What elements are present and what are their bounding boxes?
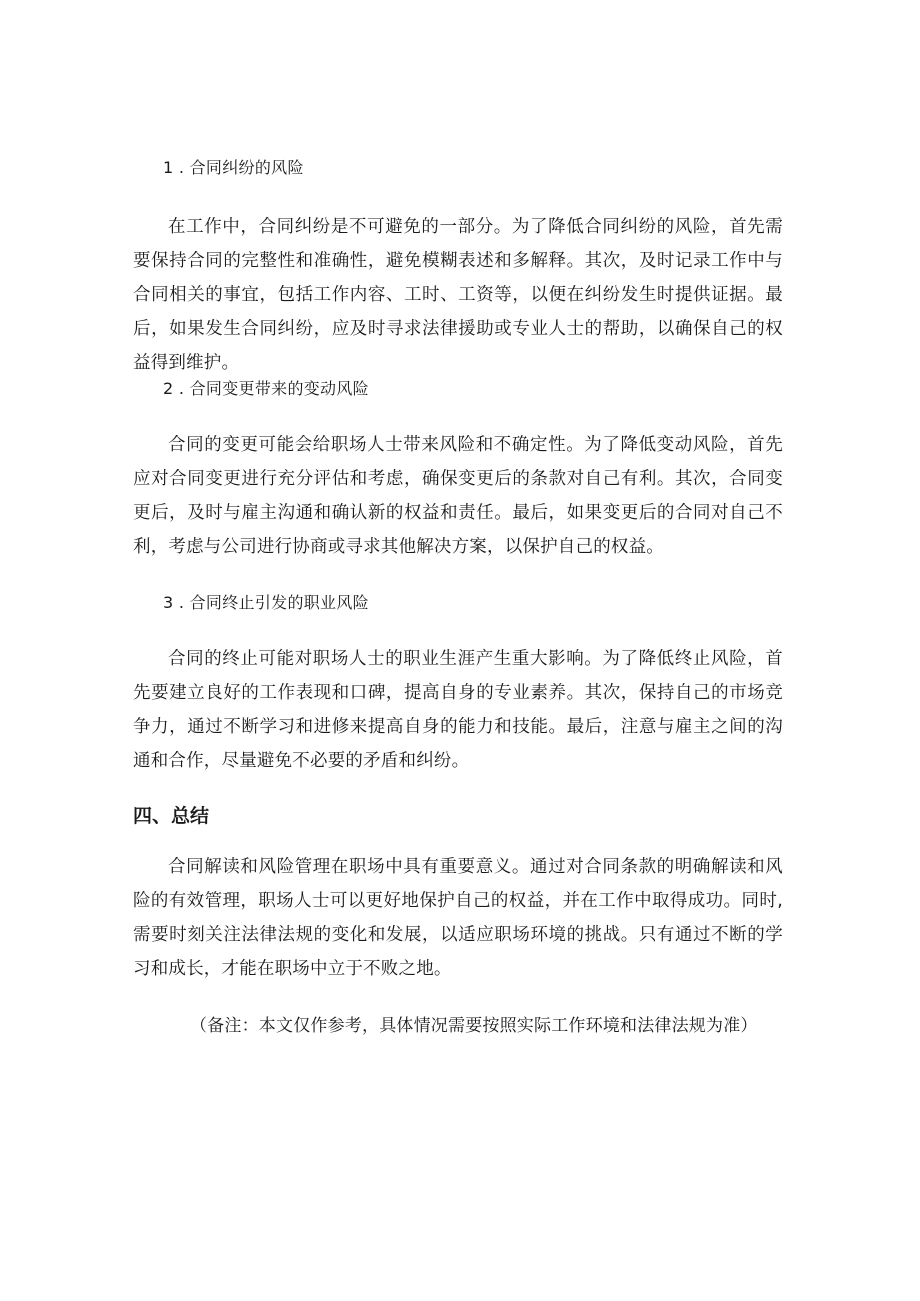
subheading-contract-dispute: 1 . 合同纠纷的风险 <box>163 158 304 177</box>
paragraph-contract-dispute: 在工作中，合同纠纷是不可避免的一部分。为了降低合同纠纷的风险，首先需要保持合同的完整性和准确性，避免模糊表述和多解释。其次，及时记录工作中与合同相关的事宜，包括工作内容、工时、工资等，以便在纠纷发生时提供证据。最后，如果发生合同纠纷，应及时寻求法律援助或专业人士的帮助，以确保自己的权益得到维护。 <box>133 217 783 373</box>
footnote-remark: （备注：本文仅作参考，具体情况需要按照实际工作环境和法律法规为准） <box>190 1016 758 1036</box>
subheading-contract-change: 2 . 合同变更带来的变动风险 <box>163 379 369 398</box>
section-heading-summary: 四、总结 <box>133 805 210 827</box>
paragraph-contract-change: 合同的变更可能会给职场人士带来风险和不确定性。为了降低变动风险，首先应对合同变更进行充分评估和考虑，确保变更后的条款对自己有利。其次，合同变更后，及时与雇主沟通和确认新的权益和责任。最后，如果变更后的合同对自己不利，考虑与公司进行协商或寻求其他解决方案，以保护自己的权益。 <box>133 435 783 557</box>
subheading-contract-termination: 3 . 合同终止引发的职业风险 <box>163 593 369 612</box>
paragraph-summary: 合同解读和风险管理在职场中具有重要意义。通过对合同条款的明确解读和风险的有效管理，职场人士可以更好地保护自己的权益，并在工作中取得成功。同时,需要时刻关注法律法规的变化和发展，以适应职场环境的挑战。只有通过不断的学习和成长，才能在职场中立于不败之地。 <box>133 857 783 979</box>
paragraph-contract-termination: 合同的终止可能对职场人士的职业生涯产生重大影响。为了降低终止风险，首先要建立良好的工作表现和口碑，提高自身的专业素养。其次，保持自己的市场竞争力，通过不断学习和进修来提高自身的能力和技能。最后，注意与雇主之间的沟通和合作，尽量避免不必要的矛盾和纠纷。 <box>133 649 783 771</box>
